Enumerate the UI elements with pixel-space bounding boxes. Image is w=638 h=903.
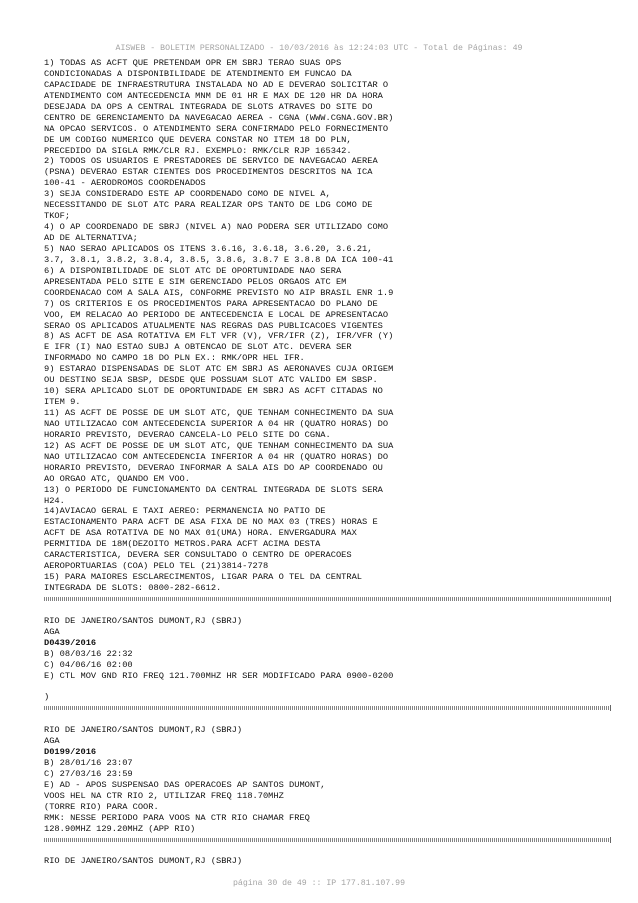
slot-rule-line: COORDENACAO COM A SALA AIS, CONFORME PREVISTO NO AIP BRASIL ENR 1.9 [44, 287, 394, 298]
slot-rule-line: 14)AVIACAO GERAL E TAXI AEREO: PERMANENCIA NO PATIO DE [44, 506, 326, 517]
slot-rule-line: HORARIO PREVISTO, DEVERAO CANCELA-LO PELO SITE DO CGNA. [44, 429, 331, 440]
slot-rule-line: CONDICIONADAS A DISPONIBILIDADE DE ATENDIMENTO EM FUNCAO DA [44, 68, 352, 79]
slot-rule-line: NA OPCAO SERVICOS. O ATENDIMENTO SERA CONFIRMADO PELO FORNECIMENTO [44, 123, 389, 134]
page-footer: página 30 de 49 :: IP 177.81.107.99 [233, 879, 405, 888]
slot-rule-line: 12) AS ACFT DE POSSE DE UM SLOT ATC, QUE TENHAM CONHECIMENTO DA SUA [44, 440, 394, 451]
notam-location: RIO DE JANEIRO/SANTOS DUMONT,RJ (SBRJ) [44, 615, 243, 626]
notam-text-line: VOOS HEL NA CTR RIO 2, UTILIZAR FREQ 118.70MHZ [44, 790, 284, 801]
slot-rule-line: 5) NAO SERAO APLICADOS OS ITENS 3.6.16, 3.6.18, 3.6.20, 3.6.21, [44, 243, 373, 254]
slot-rule-line: INFORMADO NO CAMPO 18 DO PLN EX.: RMK/OPR HEL IFR. [44, 353, 305, 364]
slot-rule-line: 11) AS ACFT DE POSSE DE UM SLOT ATC, QUE TENHAM CONHECIMENTO DA SUA [44, 408, 394, 418]
notam-id: D0439/2016 [44, 637, 97, 648]
slot-rule-line: 100-41 - AERODROMOS COORDENADOS [44, 178, 206, 189]
slot-rule-line: SERAO OS APLICADOS ATUALMENTE NAS REGRAS DAS PUBLICACOES VIGENTES [44, 320, 383, 331]
slot-rule-line: HORARIO PREVISTO, DEVERAO INFORMAR A SALA AIS DO AP COORDENADO OU [44, 462, 383, 473]
slot-rule-line: ITEM 9. [44, 397, 81, 408]
slot-rule-line: ATENDIMENTO COM ANTECEDENCIA MNM DE 01 HR E MAX DE 120 HR DA HORA [44, 90, 383, 101]
slot-rule-line: 6) A DISPONIBILIDADE DE SLOT ATC DE OPORTUNIDADE NAO SERA [44, 265, 342, 276]
notam-text-line: E) AD - APOS SUSPENSAO DAS OPERACOES AP SANTOS DUMONT, [44, 779, 326, 790]
notam-location: RIO DE JANEIRO/SANTOS DUMONT,RJ (SBRJ) [44, 856, 243, 867]
slot-rule-line: PRECEDIDO DA SIGLA RMK/CLR RJ. EXEMPLO: RMK/CLR RJP 165342. [44, 145, 352, 156]
slot-rule-line: AEROPORTUARIAS (COA) PELO TEL (21)3814-7278 [44, 561, 269, 572]
slot-rule-line: 3.7, 3.8.1, 3.8.2, 3.8.4, 3.8.5, 3.8.6, 3.8.7 E 3.8.8 DA ICA 100-41 [44, 254, 394, 265]
slot-rule-line: E IFR (I) NAO ESTAO SUBJ A OBTENCAO DE SLOT ATC. DEVERA SER [44, 342, 352, 353]
notam-text-line: ) [44, 692, 50, 703]
notam-start: B) 08/03/16 22:32 [44, 648, 133, 659]
slot-rule-line: 1) TODAS AS ACFT QUE PRETENDAM OPR EM SBRJ TERAO SUAS OPS [44, 58, 342, 68]
notam-separator [44, 835, 604, 846]
notam-type: AGA [44, 626, 60, 637]
slot-rule-line: 7) OS CRITERIOS E OS PROCEDIMENTOS PARA APRESENTACAO DO PLANO DE [44, 298, 378, 309]
slot-rule-line: 4) O AP COORDENADO DE SBRJ (NIVEL A) NAO PODERA SER UTILIZADO COMO [44, 222, 389, 233]
slot-rule-line: CAPACIDADE DE INFRAESTRUTURA INSTALADA NO AD E DEVERAO SOLICITAR O [44, 79, 389, 90]
slot-rule-line: 10) SERA APLICADO SLOT DE OPORTUNIDADE EM SBRJ AS ACFT CITADAS NO [44, 386, 383, 397]
slot-rule-line: APRESENTADA PELO SITE E SIM GERENCIADO PELOS ORGAOS ATC EM [44, 276, 347, 287]
slot-rules-text [44, 58, 604, 594]
slot-rule-line: ESTACIONAMENTO PARA ACFT DE ASA FIXA DE NO MAX 03 (TRES) HORAS E [44, 517, 378, 528]
notam-text-line: (TORRE RIO) PARA COOR. [44, 801, 159, 812]
slot-rule-line: NECESSITANDO DE SLOT ATC PARA REALIZAR OPS TANTO DE LDG COMO DE [44, 200, 373, 211]
notam-end: C) 27/03/16 23:59 [44, 768, 133, 779]
slot-rule-line: INTEGRADA DE SLOTS: 0800-282-6612. [44, 583, 222, 593]
slot-rule-line: CENTRO DE GERENCIAMENTO DA NAVEGACAO AEREA - CGNA (WWW.CGNA.GOV.BR) [44, 112, 394, 123]
notam-separator [44, 594, 604, 605]
slot-rule-line: 13) O PERIODO DE FUNCIONAMENTO DA CENTRAL INTEGRADA DE SLOTS SERA [44, 484, 383, 495]
notam-start: B) 28/01/16 23:07 [44, 758, 133, 768]
page-header: AISWEB - BOLETIM PERSONALIZADO - 10/03/2016 às 12:24:03 UTC - Total de Páginas: 49 [115, 44, 523, 53]
slot-rule-line: AD DE ALTERNATIVA; [44, 233, 138, 243]
slot-rule-line: ACFT DE ASA ROTATIVA DE NO MAX 01(UMA) HORA. ENVERGADURA MAX [44, 528, 357, 539]
slot-rule-line: NAO UTILIZACAO COM ANTECEDENCIA SUPERIOR A 04 HR (QUATRO HORAS) DO [44, 418, 389, 429]
notam-text-line: 128.90MHZ 129.20MHZ (APP RIO) [44, 823, 196, 834]
notam-text-line: RMK: NESSE PERIODO PARA VOOS NA CTR RIO CHAMAR FREQ [44, 812, 310, 823]
slot-rule-line: 9) ESTARAO DISPENSADAS DE SLOT ATC EM SBRJ AS AERONAVES CUJA ORIGEM [44, 364, 394, 375]
slot-rule-line: OU DESTINO SEJA SBSP, DESDE QUE POSSUAM SLOT ATC VALIDO EM SBSP. [44, 375, 378, 386]
notam-text-line [44, 681, 604, 692]
slot-rule-line: H24. [44, 495, 65, 506]
notam-entry [44, 725, 604, 834]
notam-separator [44, 703, 604, 714]
notam-location: RIO DE JANEIRO/SANTOS DUMONT,RJ (SBRJ) [44, 725, 243, 736]
slot-rule-line: DE UM CODIGO NUMERICO QUE DEVERA CONSTAR NO ITEM 18 DO PLN, [44, 134, 352, 145]
slot-rule-line: 8) AS ACFT DE ASA ROTATIVA EM FLT VFR (V), VFR/IFR (Z), IFR/VFR (Y) [44, 331, 394, 342]
slot-rule-line: CARACTERISTICA, DEVERA SER CONSULTADO O CENTRO DE OPERACOES [44, 550, 352, 561]
slot-rule-line: 2) TODOS OS USUARIOS E PRESTADORES DE SERVICO DE NAVEGACAO AEREA [44, 156, 378, 167]
slot-rule-line: (PSNA) DEVERAO ESTAR CIENTES DOS PROCEDIMENTOS DESCRITOS NA ICA [44, 167, 373, 178]
slot-rule-line: 3) SEJA CONSIDERADO ESTE AP COORDENADO COMO DE NIVEL A, [44, 189, 331, 200]
slot-rule-line: NAO UTILIZACAO COM ANTECEDENCIA INFERIOR A 04 HR (QUATRO HORAS) DO [44, 451, 389, 462]
notam-id: D0199/2016 [44, 747, 97, 758]
slot-rule-line: AO ORGAO ATC, QUANDO EM VOO. [44, 473, 190, 484]
notam-entry [44, 616, 604, 704]
notam-text-line: E) CTL MOV GND RIO FREQ 121.700MHZ HR SER MODIFICADO PARA 0900-0200 [44, 670, 394, 681]
slot-rule-line: TKOF; [44, 211, 71, 222]
slot-rule-line: DESEJADA DA OPS A CENTRAL INTEGRADA DE SLOTS ATRAVES DO SITE DO [44, 101, 373, 112]
notam-content [44, 58, 604, 867]
notam-end: C) 04/06/16 02:00 [44, 659, 133, 670]
notam-type: AGA [44, 736, 60, 747]
slot-rule-line: VOO, EM RELACAO AO PERIODO DE ANTECEDENCIA E LOCAL DE APRESENTACAO [44, 309, 389, 320]
slot-rule-line: 15) PARA MAIORES ESCLARECIMENTOS, LIGAR PARA O TEL DA CENTRAL [44, 572, 363, 583]
slot-rule-line: PERMITIDA DE 18M(DEZOITO METROS.PARA ACFT ACIMA DESTA [44, 539, 321, 550]
